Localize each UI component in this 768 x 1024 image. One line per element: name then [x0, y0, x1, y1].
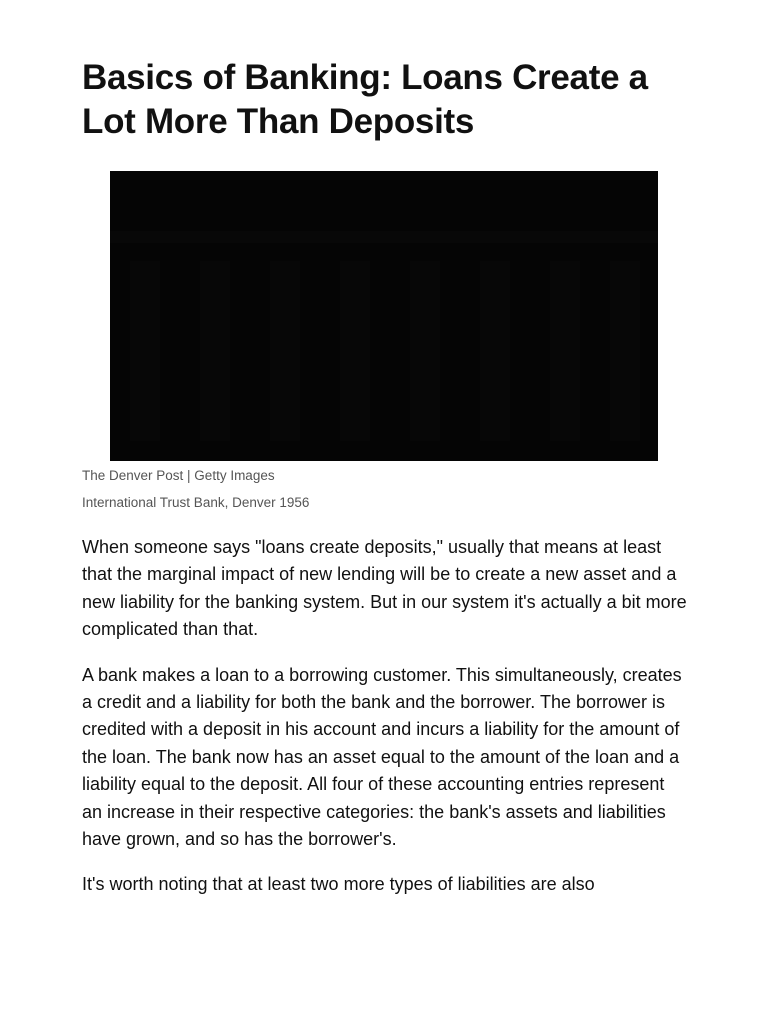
- article-body: [82, 534, 688, 899]
- article-hero-image: [110, 171, 658, 461]
- article-paragraph: It's worth noting that at least two more types of liabilities are also: [82, 874, 595, 895]
- image-caption: International Trust Bank, Denver 1956: [82, 495, 310, 510]
- article-paragraph: When someone says "loans create deposits," usually that means at least that the marginal impact of new lending will be to create a new asset and a new liability for the banking system. But in our system it's actually a bit more complicated than that.: [82, 537, 687, 640]
- article: [82, 56, 688, 917]
- image-credit: The Denver Post | Getty Images: [82, 468, 275, 483]
- article-paragraph: A bank makes a loan to a borrowing customer. This simultaneously, creates a credit and a liability for both the bank and the borrower. The borrower is credited with a deposit in his account and incurs a liability for the amount of the loan. The bank now has an asset equal to the amount of the loan and a liability equal to the deposit. All four of these accounting entries represent an increase in their respective categories: the bank's assets and liabilities have grown, and so has the borrower's.: [82, 664, 682, 850]
- hero-image-photo: [110, 171, 658, 461]
- article-title: Basics of Banking: Loans Create a Lot More Than Deposits: [82, 58, 648, 141]
